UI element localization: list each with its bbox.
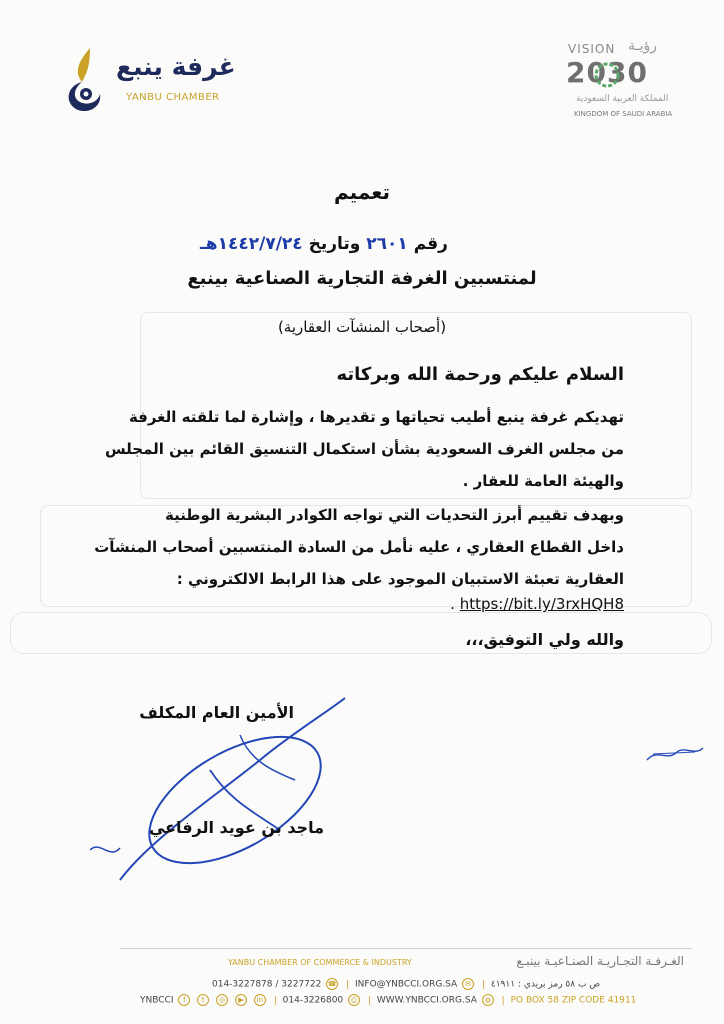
- footer-social-handle: YNBCCI: [140, 995, 174, 1006]
- footer-pobox-en: PO BOX 58 ZIP CODE 41911: [510, 995, 637, 1006]
- circular-title: تعميم: [333, 180, 391, 204]
- signature-title: الأمين العام المكلف: [139, 703, 294, 722]
- reference-number: ٢٦٠١: [366, 234, 408, 254]
- footer-rule: [120, 948, 692, 949]
- reference-line: [200, 234, 448, 254]
- subject-line: (أصحاب المنشآت العقارية): [277, 318, 447, 336]
- paragraph1-line: من مجلس الغرف السعودية بشأن استكمال التنسيق القائم بين المجلس: [104, 440, 624, 458]
- fax-icon: ⎙: [348, 994, 360, 1006]
- reference-number-label: رقم: [413, 234, 448, 254]
- footer-fax: 014-3226800: [282, 995, 344, 1006]
- paragraph2-line: داخل القطاع العقاري ، عليه نأمل من السادة المنتسبين أصحاب المنشآت: [94, 538, 624, 556]
- survey-link[interactable]: https://bit.ly/3rxHQH8: [459, 595, 624, 613]
- paragraph1-line: والهيئة العامة للعقار .: [462, 472, 624, 490]
- closing-line: والله ولي التوفيق،،،: [465, 630, 624, 649]
- footer-pobox-ar: ص ب ٥٨ رمز بريدي : ٤١٩١١: [490, 979, 601, 990]
- reference-date: ١٤٤٢/٧/٢٤هـ: [200, 234, 303, 254]
- footer-contact-row2: YNBCCI f t ◎ ▶ in | 014-3226800 ⎙ | WWW.YNBCCI.ORG.SA ◍ | PO BOX 58 ZIP CODE 41911: [140, 995, 637, 1006]
- footer-contact-row1: 014-3227878 / 3227722 ☎ | INFO@YNBCCI.ORG.SA ✉ | ص ب ٥٨ رمز بريدي : ٤١٩١١: [212, 979, 601, 990]
- chamber-name-ar: غرفة ينبع: [116, 52, 236, 81]
- twitter-icon[interactable]: t: [197, 994, 209, 1006]
- instagram-icon[interactable]: ◎: [216, 994, 228, 1006]
- vision-2030-logo-icon: [594, 62, 620, 88]
- survey-link-suffix: .: [450, 595, 455, 613]
- footer-chamber-name-ar: الغـرفـة التجـاريـة الصنـاعيـة بينبـع: [516, 954, 684, 968]
- facebook-icon[interactable]: f: [178, 994, 190, 1006]
- email-icon: ✉: [462, 978, 474, 990]
- chamber-name-en: YANBU CHAMBER: [126, 92, 220, 103]
- vision-label-ar: رؤيـة: [628, 38, 658, 54]
- handwritten-signature: [90, 690, 360, 890]
- footer-chamber-name-en: YANBU CHAMBER OF COMMERCE & INDUSTRY: [228, 958, 412, 967]
- vision-2030-logo: [560, 34, 688, 124]
- vision-year: 2030: [566, 56, 648, 89]
- yanbu-chamber-logo: [60, 40, 240, 120]
- greeting-line: السلام عليكم ورحمة الله وبركاته: [336, 364, 624, 385]
- addressee-line: لمنتسبين الغرفة التجارية الصناعية بينبع: [187, 268, 537, 289]
- reference-date-label: وتاريخ: [308, 234, 361, 254]
- vision-label-en: VISION: [568, 42, 616, 56]
- footer-website[interactable]: WWW.YNBCCI.ORG.SA: [376, 995, 477, 1006]
- paragraph1-line: تهديكم غرفة ينبع أطيب تحياتها و تقديرها ، وإشارة لما تلقته الغرفة: [128, 408, 624, 426]
- footer-email: INFO@YNBCCI.ORG.SA: [355, 979, 458, 990]
- linkedin-icon[interactable]: in: [254, 994, 266, 1006]
- paragraph2-line: العقارية تعبئة الاستبيان الموجود على هذا الرابط الالكتروني :: [176, 570, 624, 588]
- youtube-icon[interactable]: ▶: [235, 994, 247, 1006]
- initials-mark: [645, 742, 705, 766]
- kingdom-name-ar: المملكة العربية السعودية: [576, 94, 669, 104]
- paragraph2-line: وبهدف تقييم أبرز التحديات التي تواجه الكوادر البشرية الوطنية: [164, 506, 624, 524]
- phone-icon: ☎: [327, 980, 337, 988]
- footer-phones: 014-3227878 / 3227722: [212, 979, 322, 990]
- yanbu-chamber-flame-icon: [60, 46, 108, 114]
- globe-icon: ◍: [482, 994, 494, 1006]
- survey-link-line: [450, 595, 624, 613]
- signature-name: ماجد بن عويد الرفاعي: [148, 818, 324, 837]
- show-through-box-1: [140, 312, 692, 499]
- kingdom-name-en: KINGDOM OF SAUDI ARABIA: [574, 110, 673, 118]
